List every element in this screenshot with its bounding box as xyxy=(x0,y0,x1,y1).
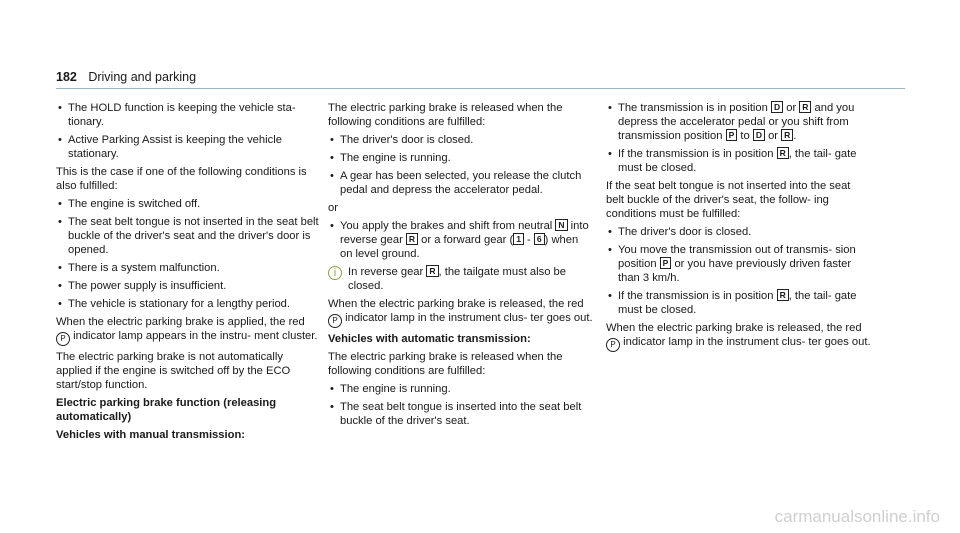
gear-n-icon: N xyxy=(555,219,567,231)
page-number: 182 xyxy=(56,70,77,84)
text: When the electric parking brake is released, the red xyxy=(328,298,584,310)
list-item: • There is a system malfunction. xyxy=(56,261,321,275)
text: When the electric parking brake is released, the red xyxy=(606,322,862,334)
column-3 xyxy=(606,101,871,356)
text: If the transmission is in position xyxy=(618,290,774,302)
list-item xyxy=(606,243,871,285)
bullet-list xyxy=(328,382,593,428)
list-item xyxy=(606,101,871,143)
text: to xyxy=(740,130,750,142)
paragraph: If the seat belt tongue is not inserted into the seat belt buckle of the driver's seat, the follow- ing conditions must be fulfilled: xyxy=(606,180,851,220)
list-item: • The power supply is insufficient. xyxy=(56,279,321,293)
info-icon: i xyxy=(328,266,342,280)
parking-brake-lamp-icon: P xyxy=(606,338,620,352)
text: indicator lamp in the instrument clus- ter goes out. xyxy=(623,336,871,348)
text: . xyxy=(793,130,797,142)
gear-p-icon: P xyxy=(726,129,738,141)
list-item: • The engine is running. xyxy=(328,151,593,165)
text: , the tail- gate must be closed. xyxy=(618,290,857,316)
parking-brake-lamp-icon: P xyxy=(56,332,70,346)
bullet-list xyxy=(606,101,871,175)
text: indicator lamp appears in the instru- ment cluster. xyxy=(73,330,318,342)
section-heading: Electric parking brake function (releasing automatically) xyxy=(56,397,277,423)
gear-r-icon: R xyxy=(777,147,789,159)
list-item: • The vehicle is stationary for a lengthy period. xyxy=(56,297,321,311)
column-2 xyxy=(328,101,593,432)
gear-r-icon: R xyxy=(426,265,438,277)
list-item: • The engine is switched off. xyxy=(56,197,321,211)
section-heading: Vehicles with manual transmission: xyxy=(56,429,246,441)
text: The transmission is in position xyxy=(618,102,768,114)
paragraph: or xyxy=(328,202,338,214)
text: or xyxy=(768,130,779,142)
text: You apply the brakes and shift from neutral xyxy=(340,220,553,232)
gear-6-icon: 6 xyxy=(534,233,545,245)
gear-r-icon: R xyxy=(799,101,811,113)
watermark: carmanualsonline.info xyxy=(774,507,940,526)
list-item: • Active Parking Assist is keeping the vehicle stationary. xyxy=(56,133,321,161)
gear-r-icon: R xyxy=(406,233,418,245)
bullet-list xyxy=(328,133,593,197)
parking-brake-lamp-icon: P xyxy=(328,314,342,328)
text: or xyxy=(786,102,797,114)
bullet-list xyxy=(606,225,871,317)
gear-p-icon: P xyxy=(660,257,672,269)
list-item: • A gear has been selected, you release the clutch pedal and depress the accelerator pedal. xyxy=(328,169,593,197)
gear-r-icon: R xyxy=(777,289,789,301)
text: You move the transmission out of transmis- sion position xyxy=(618,244,856,270)
paragraph xyxy=(56,315,321,346)
bullet-list xyxy=(56,197,321,311)
note-text xyxy=(348,265,593,293)
list-item: • The HOLD function is keeping the vehicle sta- tionary. xyxy=(56,101,321,129)
info-note xyxy=(328,265,593,293)
text: into reverse gear xyxy=(340,220,589,246)
text: - xyxy=(527,234,531,246)
list-item: • The driver's door is closed. xyxy=(606,225,871,239)
list-item: • The seat belt tongue is not inserted in the seat belt buckle of the driver's seat and the driver's door is opened. xyxy=(56,215,321,257)
section-title: Driving and parking xyxy=(88,70,197,84)
paragraph: The electric parking brake is not automatically applied if the engine is switched off by the ECO start/stop function. xyxy=(56,351,291,391)
gear-1-icon: 1 xyxy=(513,233,524,245)
list-item: • The engine is running. xyxy=(328,382,593,396)
text: In reverse gear xyxy=(348,266,424,278)
text: , the tail- gate must be closed. xyxy=(618,148,857,174)
section-heading: Vehicles with automatic transmission: xyxy=(328,333,531,345)
paragraph xyxy=(328,297,593,328)
gear-r-icon: R xyxy=(781,129,793,141)
text: or you have previously driven faster than 3 km/h. xyxy=(618,258,852,284)
gear-d-icon: D xyxy=(771,101,783,113)
list-item xyxy=(606,147,871,175)
text: ) when on level ground. xyxy=(340,234,579,260)
paragraph: This is the case if one of the following conditions is also fulfilled: xyxy=(56,166,307,192)
text: and you depress the accelerator pedal or you shift from transmission position xyxy=(618,102,855,142)
paragraph: The electric parking brake is released when the following conditions are fulfilled: xyxy=(328,102,563,128)
text: If the transmission is in position xyxy=(618,148,774,160)
list-item: • The driver's door is closed. xyxy=(328,133,593,147)
header-rule xyxy=(56,88,905,89)
list-item: • The seat belt tongue is inserted into the seat belt buckle of the driver's seat. xyxy=(328,400,593,428)
bullet-list xyxy=(56,101,321,161)
page-header xyxy=(56,70,196,84)
text: indicator lamp in the instrument clus- ter goes out. xyxy=(345,312,593,324)
text: or a forward gear ( xyxy=(421,234,514,246)
gear-d-icon: D xyxy=(753,129,765,141)
column-1 xyxy=(56,101,321,446)
bullet-list xyxy=(328,219,593,261)
text: , the tailgate must also be closed. xyxy=(348,266,566,292)
text: When the electric parking brake is applied, the red xyxy=(56,316,305,328)
paragraph xyxy=(606,321,871,352)
paragraph: The electric parking brake is released when the following conditions are fulfilled: xyxy=(328,351,563,377)
list-item xyxy=(328,219,593,261)
list-item xyxy=(606,289,871,317)
